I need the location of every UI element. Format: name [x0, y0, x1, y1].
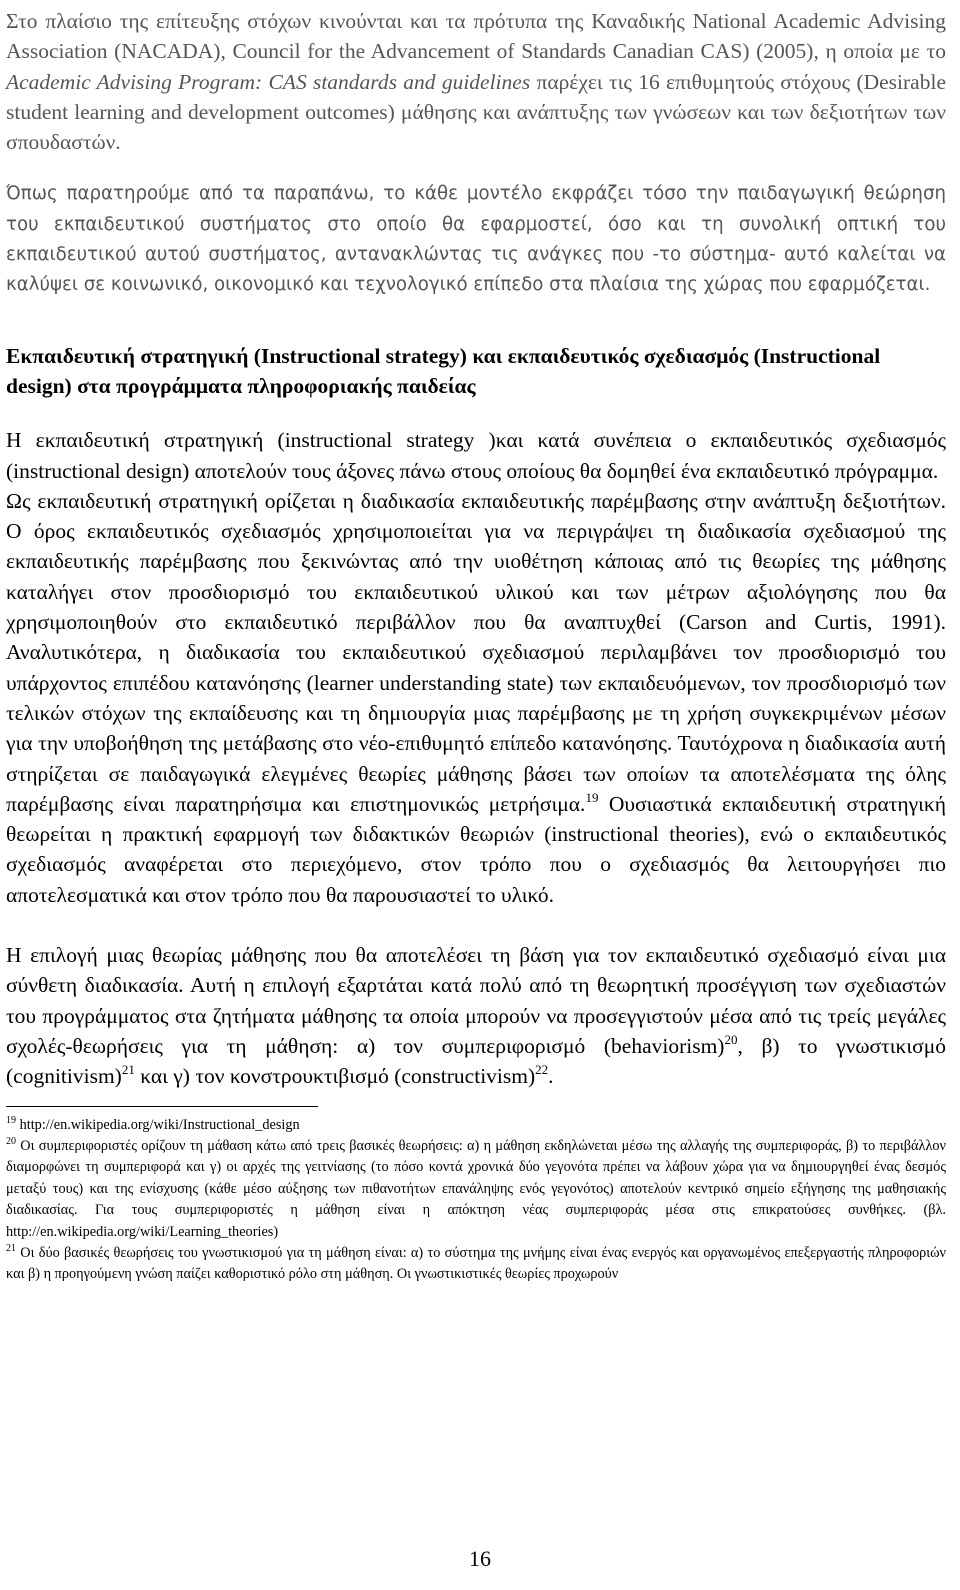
paragraph-nacada — [6, 6, 946, 157]
footnote-text: Οι συμπεριφοριστές ορίζουν τη μάθαση κάτω από τρεις βασικές θεωρήσεις: α) η μάθηση εκδηλώνεται μέσω της αλλαγής της συμπεριφοράς, β) το περιβάλλον διαμορφώνει τη συμπεριφορά και γ) οι αρχές της γειτνίασης (το πόσο κοντά χρονικά δύο γεγονότα πρέπει να λάβουν χώρα για να δημιουργηθεί ένας δεσμός μεταξύ τους) και της ενίσχυσης (κάθε μέσο αύξησης των πιθανοτήτων επανάληψης ενός γεγονότος) αποτελούν κεντρικό σημείο εξήγησης της μαθησιακής διαδικασίας. Για τους συμπεριφοριστές η μάθηση είναι η απόκτηση νέας συμπεριφοράς μέσα στις επικρατούσες συνθήκες. (βλ. http://en.wikipedia.org/wiki/Learning_theories) — [6, 1137, 946, 1240]
footnote-number: 19 — [6, 1114, 16, 1126]
footnote-ref-20[interactable]: 20 — [724, 1031, 738, 1047]
text-run: και γ) τον κονστρουκτιβισμό (constructivism) — [134, 1064, 536, 1089]
text-run: , β) το γνωστικισμό (cognitivism) — [6, 1033, 946, 1089]
footnote-link[interactable]: http://en.wikipedia.org/wiki/Instructional_design — [16, 1116, 300, 1133]
footnote-21 — [6, 1243, 946, 1286]
italic-title: Academic Advising Program: CAS standards and guidelines — [6, 69, 531, 94]
text-run: Στο πλαίσιο της επίτευξης στόχων κινούνται και τα πρότυπα της Καναδικής National Academic Advising Association (NACADA), Council for the Advancement of Standards Canadian CAS) (2005), η οποία με το — [6, 9, 946, 64]
paragraph-learning-theory — [6, 940, 946, 1091]
footnotes — [6, 1115, 946, 1286]
footnote-divider — [6, 1106, 318, 1107]
paragraph-strategy-definition — [6, 486, 946, 910]
text-run: . — [548, 1064, 554, 1089]
footnote-text: Οι δύο βασικές θεωρήσεις του γνωστικισμού για τη μάθηση είναι: α) το σύστημα της μνήμης είναι ένας ενεργός και οργανωμένος επεξεργαστής πληροφοριών και β) η προηγούμενη γνώση παίζει καθοριστικό ρόλο στη μάθηση. Οι γνωστικιστικές θεωρίες προχωρούν — [6, 1244, 946, 1283]
footnote-ref-22[interactable]: 22 — [535, 1062, 549, 1078]
footnote-number: 21 — [6, 1242, 16, 1254]
text-run: Η επιλογή μιας θεωρίας μάθησης που θα αποτελέσει τη βάση για τον εκπαιδευτικό σχεδιασμό είναι μια σύνθετη διαδικασία. Αυτή η επιλογή εξαρτάται κατά πολύ από τη θεωρητική προσέγγιση των σχεδιαστών του προγράμματος στα ζητήματα μάθησης τα οποία μπορούν να προσεγγιστούν μέσα από τις τρείς μεγάλες σχολές-θεωρήσεις για τη μάθηση: α) τον συμπεριφορισμό (behaviorism) — [6, 943, 946, 1058]
footnote-number: 20 — [6, 1135, 16, 1147]
footnote-ref-19[interactable]: 19 — [585, 789, 599, 805]
text-run: Ουσιαστικά εκπαιδευτική στρατηγική θεωρείται η πρακτική εφαρμογή των διδακτικών θεωριών (instructional theories), ενώ ο εκπαιδευτικός σχεδιασμός αναφέρεται στο περιεχόμενο, στον τρόπο που ο σχεδιασμός θα λειτουργήσει πιο αποτελεσματικά και στον τρόπο που θα παρουσιαστεί το υλικό. — [6, 791, 946, 907]
paragraph-models: Όπως παρατηρούμε από τα παραπάνω, το κάθε μοντέλο εκφράζει τόσο την παιδαγωγική θεώρηση του εκπαιδευτικού συστήματος στο οποίο θα εφαρμοστεί, όσο και τη συνολική οπτική του εκπαιδευτικού αυτού συστήματος, αντανακλώντας τις ανάγκες που -το σύστημα- αυτό καλείται να καλύψει σε κοινωνικό, οικονομικό και τεχνολογικό επίπεδο στα πλαίσια της χώρας που εφαρμόζεται. — [6, 183, 946, 296]
text-run: Ως εκπαιδευτική στρατηγική ορίζεται η διαδικασία εκπαιδευτικής παρέμβασης στην ανάπτυξη δεξιοτήτων. Ο όρος εκπαιδευτικός σχεδιασμός χρησιμοποιείται για να περιγράψει τη διαδικασία σχεδιασμού της εκπαιδευτικής παρέμβασης που ξεκινώντας από την υιοθέτηση κάποιας από τις θεωρίες της μάθησης καταλήγει στον προσδιορισμό του εκπαιδευτικού υλικού και των μέτρων αξιολόγησης που θα χρησιμοποιηθούν στο εκπαιδευτικό περιβάλλον που θα αναπτυχθεί (Carson and Curtis, 1991). Αναλυτικότερα, η διαδικασία του εκπαιδευτικού σχεδιασμού περιλαμβάνει τον προσδιορισμό του υπάρχοντος επιπέδου κατανόησης (learner understanding state) των εκπαιδευόμενων, τον προσδιορισμό των τελικών στόχων της εκπαίδευσης και τη δημιουργία μιας παρέμβασης με τη χρήση συγκεκριμένων μέσων για την υποβοήθηση της μετάβασης στο νέο-επιθυμητό επίπεδο κατανόησης. Ταυτόχρονα η διαδικασία αυτή στηρίζεται σε παιδαγωγικά ελεγμένες θεωρίες μάθησης βάσει των οποίων τα αποτελέσματα της όλης παρέμβασης είναι παρατηρήσιμα και επιστημονικώς μετρήσιμα. — [6, 488, 946, 816]
text-run: παρέχει τις 16 επιθυμητούς στόχους (Desirable student learning and development outcomes) μάθησης και ανάπτυξης των γνώσεων και των δεξιοτήτων των σπουδαστών. — [6, 69, 946, 155]
page-number: 16 — [469, 1546, 491, 1571]
footnote-ref-21[interactable]: 21 — [121, 1062, 135, 1078]
footnote-19 — [6, 1115, 946, 1136]
paragraph-strategy-intro: Η εκπαιδευτική στρατηγική (instructional strategy )και κατά συνέπεια ο εκπαιδευτικός σχεδιασμός (instructional design) αποτελούν τους άξονες πάνω στους οποίους θα δομηθεί ένα εκπαιδευτικό πρόγραμμα. — [6, 428, 946, 483]
footnote-20 — [6, 1136, 946, 1243]
section-heading: Εκπαιδευτική στρατηγική (Instructional strategy) και εκπαιδευτικός σχεδιασμός (Instructional design) στα προγράμματα πληροφοριακής παιδείας — [6, 343, 881, 398]
document-page — [6, 6, 946, 1286]
